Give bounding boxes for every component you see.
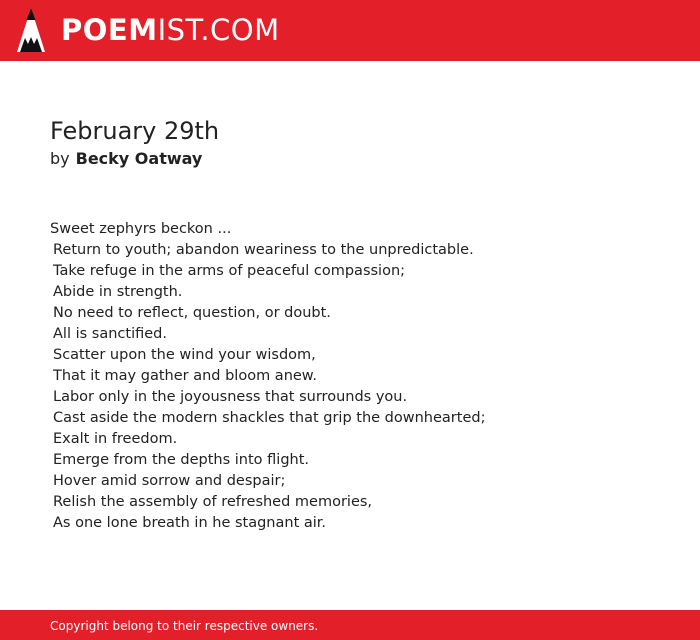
pencil-tip-icon <box>17 8 45 52</box>
poem-line: Abide in strength. <box>53 284 183 300</box>
poem-line: As one lone breath in he stagnant air. <box>53 515 327 531</box>
poem-line: Sweet zephyrs beckon ... <box>50 221 232 237</box>
poem-line: That it may gather and bloom anew. <box>53 368 317 384</box>
poem-line: Return to youth; abandon weariness to the unpredictable. <box>53 242 474 258</box>
logo-wordmark <box>61 8 280 52</box>
poem-line: Relish the assembly of refreshed memories, <box>53 494 373 510</box>
poem-line: Exalt in freedom. <box>53 431 178 447</box>
footer-bar <box>0 610 700 640</box>
poem-line: Take refuge in the arms of peaceful compassion; <box>53 263 406 279</box>
logo-wordmark-bold: POEM <box>61 13 158 47</box>
site-logo[interactable] <box>17 8 280 52</box>
logo-wordmark-rest: IST.COM <box>157 13 280 47</box>
author-link[interactable]: Becky Oatway <box>75 149 203 168</box>
top-bar <box>0 0 700 61</box>
poem-line: Emerge from the depths into flight. <box>53 452 310 468</box>
poem-line: Cast aside the modern shackles that grip the downhearted; <box>53 410 486 426</box>
poem-line: All is sanctified. <box>53 326 167 342</box>
copyright-text: Copyright belong to their respective owners. <box>50 619 319 633</box>
byline <box>50 149 202 169</box>
poem-line: Scatter upon the wind your wisdom, <box>53 347 316 363</box>
poem-line: Labor only in the joyousness that surrounds you. <box>53 389 408 405</box>
byline-label: by <box>50 149 70 168</box>
poem-title: February 29th <box>50 117 220 145</box>
poem-line: No need to reflect, question, or doubt. <box>53 305 331 321</box>
poem-line: Hover amid sorrow and despair; <box>53 473 286 489</box>
poem-body <box>50 219 670 534</box>
